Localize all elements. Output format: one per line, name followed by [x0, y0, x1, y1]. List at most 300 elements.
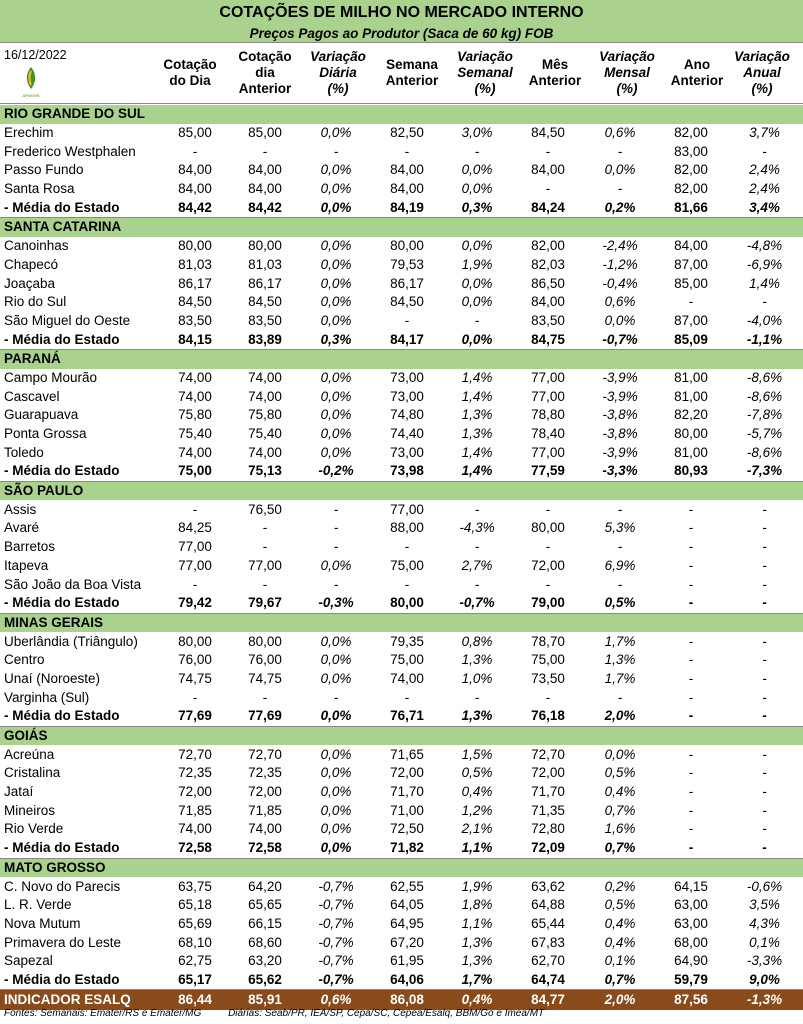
cell-value: 71,70	[531, 784, 565, 800]
cell-value: 0,0%	[461, 181, 493, 197]
cell-value: -7,3%	[726, 462, 803, 481]
cell-value: -8,6%	[746, 369, 783, 385]
column-header-line: Diária	[319, 65, 357, 80]
cell-value: -	[617, 539, 623, 555]
cell-value: -	[762, 784, 767, 800]
cell-value: 2,0%	[584, 707, 656, 726]
table-row	[0, 274, 803, 293]
cell-value: -0,7%	[318, 934, 354, 950]
row-label: Santa Rosa	[4, 181, 75, 197]
cell-value: 79,35	[390, 633, 424, 649]
table-row	[0, 256, 803, 275]
column-header-7	[589, 49, 665, 97]
cell-value: -	[192, 576, 198, 592]
state-average-row	[0, 198, 803, 217]
cell-value: -	[404, 143, 410, 159]
cell-value: 72,70	[248, 746, 282, 762]
cell-value: 4,3%	[749, 915, 780, 931]
cell-value: 9,0%	[726, 971, 803, 990]
cell-value: -	[192, 501, 198, 517]
cell-value: -7,8%	[746, 407, 783, 423]
cell-value: 82,20	[674, 407, 708, 423]
table-row	[0, 500, 803, 519]
cell-value: 75,00	[160, 462, 230, 481]
cell-value: 64,06	[372, 971, 442, 990]
cell-value: 86,17	[178, 275, 212, 291]
cell-value: -	[474, 576, 480, 592]
cell-value: 78,40	[531, 426, 565, 442]
cell-value: -	[762, 821, 767, 837]
cell-value: 61,95	[390, 953, 424, 969]
row-label: Guarapuava	[4, 407, 79, 423]
cell-value: -	[617, 143, 623, 159]
state-header-row	[0, 105, 803, 124]
cell-value: -3,9%	[602, 388, 638, 404]
cell-value: -	[762, 501, 767, 517]
cell-value: -	[688, 746, 694, 762]
cell-value: -	[333, 143, 339, 159]
cell-value: 1,9%	[461, 256, 493, 272]
cell-value: 77,69	[160, 707, 230, 726]
cell-value: 0,5%	[584, 594, 656, 613]
cell-value: -	[688, 689, 694, 705]
column-header-6	[517, 57, 593, 89]
cell-value: 83,50	[531, 312, 565, 328]
table-row	[0, 745, 803, 764]
cell-value: 71,65	[390, 746, 424, 762]
cell-value: 86,17	[390, 275, 424, 291]
cell-value: 72,00	[531, 765, 565, 781]
state-name: RIO GRANDE DO SUL	[0, 105, 803, 124]
cell-value: -	[545, 501, 551, 517]
cell-value: 0,0%	[320, 181, 352, 197]
cell-value: 0,0%	[320, 125, 352, 141]
cell-value: 0,0%	[320, 256, 352, 272]
table-row	[0, 764, 803, 783]
cell-value: 0,0%	[320, 238, 352, 254]
row-label: Assis	[4, 501, 37, 517]
cell-value: -	[333, 520, 339, 536]
cell-value: -	[762, 802, 767, 818]
cell-value: 1,3%	[461, 426, 493, 442]
table-row	[0, 293, 803, 312]
cell-value: -0,3%	[300, 594, 372, 613]
cell-value: 0,0%	[320, 557, 352, 573]
cell-value: 74,00	[390, 670, 424, 686]
cell-value: -	[688, 652, 694, 668]
cell-value: -	[762, 652, 767, 668]
row-label: Sapezal	[4, 953, 53, 969]
cell-value: -0,7%	[318, 897, 354, 913]
logo-text: AFNEWS	[22, 93, 40, 98]
cell-value: 84,00	[248, 181, 282, 197]
cell-value: 0,0%	[320, 426, 352, 442]
cell-value: 2,0%	[584, 990, 656, 1011]
cell-value: 75,80	[248, 407, 282, 423]
cell-value: 76,00	[178, 652, 212, 668]
cell-value: 87,56	[656, 990, 726, 1011]
table-row	[0, 801, 803, 820]
cell-value: 68,00	[674, 934, 708, 950]
cell-value: -	[726, 707, 803, 726]
cell-value: 1,4%	[461, 369, 493, 385]
cell-value: 82,00	[674, 181, 708, 197]
cell-value: -	[617, 689, 623, 705]
row-label: Passo Fundo	[4, 162, 84, 178]
state-average-row	[0, 594, 803, 613]
cell-value: 82,00	[674, 162, 708, 178]
cell-value: -	[688, 557, 694, 573]
cell-value: -	[688, 802, 694, 818]
cell-value: 74,00	[178, 388, 212, 404]
cell-value: 84,17	[372, 330, 442, 349]
column-header-line: Anterior	[238, 81, 292, 96]
cell-value: 0,0%	[300, 839, 372, 858]
cell-value: 87,00	[674, 312, 708, 328]
cell-value: 83,50	[248, 312, 282, 328]
cell-value: 63,62	[531, 878, 565, 894]
cell-value: 64,88	[531, 897, 565, 913]
cell-value: 84,00	[178, 181, 212, 197]
cell-value: 82,50	[390, 125, 424, 141]
cell-value: 77,00	[248, 557, 282, 573]
cell-value: 80,00	[674, 426, 708, 442]
cell-value: -3,3%	[746, 953, 783, 969]
cell-value: -0,7%	[300, 971, 372, 990]
state-header-row	[0, 218, 803, 237]
cell-value: 0,8%	[461, 633, 493, 649]
cell-value: 0,7%	[604, 802, 636, 818]
cell-value: -0,7%	[584, 330, 656, 349]
cell-value: -	[545, 689, 551, 705]
row-label: Canoinhas	[4, 238, 69, 254]
cell-value: -1,1%	[726, 330, 803, 349]
cell-value: -	[333, 539, 339, 555]
cell-value: 0,3%	[300, 330, 372, 349]
cell-value: 0,0%	[320, 652, 352, 668]
state-header-row	[0, 613, 803, 632]
cell-value: 86,50	[531, 275, 565, 291]
cell-value: 80,00	[372, 594, 442, 613]
cell-value: 85,00	[674, 275, 708, 291]
cell-value: -0,4%	[602, 275, 638, 291]
cell-value: 62,75	[178, 953, 212, 969]
cell-value: -	[262, 689, 268, 705]
cell-value: -3,9%	[602, 369, 638, 385]
cell-value: 1,0%	[461, 670, 493, 686]
table-row	[0, 877, 803, 896]
state-name: SANTA CATARINA	[0, 218, 803, 237]
column-header-line: Cotação	[238, 49, 292, 64]
table-row	[0, 933, 803, 952]
cell-value: 3,4%	[726, 198, 803, 217]
cell-value: 71,85	[178, 802, 212, 818]
cell-value: 84,42	[160, 198, 230, 217]
row-label: - Média do Estado	[0, 462, 160, 481]
cell-value: -	[545, 143, 551, 159]
cell-value: 0,2%	[604, 878, 636, 894]
cell-value: -	[617, 181, 623, 197]
cell-value: 84,00	[390, 162, 424, 178]
cell-value: 71,70	[390, 784, 424, 800]
row-label: Unaí (Noroeste)	[4, 670, 101, 686]
cell-value: 81,03	[248, 256, 282, 272]
cell-value: -	[688, 539, 694, 555]
row-label: INDICADOR ESALQ	[0, 990, 160, 1011]
row-label: - Média do Estado	[0, 971, 160, 990]
table-row	[0, 161, 803, 180]
corn-logo-icon	[20, 65, 42, 99]
cell-value: -	[404, 576, 410, 592]
row-label: - Média do Estado	[0, 330, 160, 349]
state-name: MATO GROSSO	[0, 858, 803, 877]
cell-value: 80,00	[390, 238, 424, 254]
cell-value: -5,7%	[746, 426, 783, 442]
cell-value: 72,70	[531, 746, 565, 762]
cell-value: 63,20	[248, 953, 282, 969]
cell-value: -3,3%	[584, 462, 656, 481]
cell-value: -2,4%	[602, 238, 638, 254]
cell-value: 0,0%	[320, 633, 352, 649]
cell-value: 86,17	[248, 275, 282, 291]
cell-value: 0,5%	[604, 897, 636, 913]
row-label: Mineiros	[4, 802, 56, 818]
column-header-line: (%)	[616, 81, 638, 96]
cell-value: -1,2%	[602, 256, 638, 272]
quotation-table	[0, 104, 803, 1010]
cell-value: 1,4%	[461, 444, 493, 460]
cell-value: 0,0%	[320, 312, 352, 328]
cell-value: 75,80	[178, 407, 212, 423]
cell-value: 84,25	[178, 520, 212, 536]
table-row	[0, 425, 803, 444]
cell-value: -	[762, 633, 767, 649]
cell-value: 0,0%	[300, 198, 372, 217]
cell-value: 65,44	[531, 915, 565, 931]
cell-value: 81,00	[674, 388, 708, 404]
cell-value: 84,00	[390, 181, 424, 197]
cell-value: 84,00	[674, 238, 708, 254]
cell-value: 82,00	[674, 125, 708, 141]
cell-value: -	[262, 576, 268, 592]
cell-value: -	[262, 520, 268, 536]
cell-value: 0,0%	[320, 784, 352, 800]
state-average-row	[0, 839, 803, 858]
state-name: MINAS GERAIS	[0, 613, 803, 632]
cell-value: 65,69	[178, 915, 212, 931]
cell-value: 1,1%	[461, 915, 493, 931]
cell-value: 84,50	[390, 294, 424, 310]
row-label: Toledo	[4, 444, 44, 460]
cell-value: 62,55	[390, 878, 424, 894]
cell-value: -4,0%	[746, 312, 783, 328]
cell-value: -8,6%	[746, 444, 783, 460]
cell-value: 83,50	[178, 312, 212, 328]
state-average-row	[0, 330, 803, 349]
cell-value: -0,7%	[442, 594, 512, 613]
table-row	[0, 783, 803, 802]
cell-value: 74,00	[248, 369, 282, 385]
cell-value: 6,9%	[604, 557, 636, 573]
cell-value: 87,00	[674, 256, 708, 272]
row-label: Varginha (Sul)	[4, 689, 90, 705]
cell-value: -	[404, 689, 410, 705]
cell-value: 1,3%	[442, 707, 512, 726]
column-header-2	[227, 49, 303, 97]
cell-value: -	[333, 576, 339, 592]
cell-value: -	[688, 294, 694, 310]
cell-value: 1,3%	[461, 953, 493, 969]
cell-value: -	[474, 501, 480, 517]
row-label: São João da Boa Vista	[4, 576, 142, 592]
cell-value: 84,77	[512, 990, 584, 1011]
cell-value: 1,4%	[749, 275, 780, 291]
cell-value: -	[474, 312, 480, 328]
cell-value: 2,4%	[749, 181, 780, 197]
row-label: Campo Mourão	[4, 369, 98, 385]
cell-value: 65,65	[248, 897, 282, 913]
cell-value: 65,62	[230, 971, 300, 990]
cell-value: 0,4%	[604, 784, 636, 800]
sheet-subtitle: Preços Pagos ao Produtor (Saca de 60 kg) FOB	[0, 26, 803, 42]
table-row	[0, 688, 803, 707]
cell-value: 72,50	[390, 821, 424, 837]
cell-value: -	[192, 689, 198, 705]
cell-value: -	[474, 143, 480, 159]
cell-value: 72,35	[178, 765, 212, 781]
cell-value: -	[726, 839, 803, 858]
cell-value: 0,7%	[584, 971, 656, 990]
cell-value: 80,00	[178, 633, 212, 649]
cell-value: 81,03	[178, 256, 212, 272]
state-header-row	[0, 349, 803, 368]
cell-value: 1,7%	[604, 633, 636, 649]
cell-value: 78,80	[531, 407, 565, 423]
cell-value: 3,0%	[461, 125, 493, 141]
cell-value: 76,71	[372, 707, 442, 726]
column-header-line: Variação	[734, 49, 790, 64]
cell-value: 74,00	[178, 444, 212, 460]
state-header-row	[0, 481, 803, 500]
cell-value: 0,3%	[442, 198, 512, 217]
column-header-4	[374, 57, 450, 89]
cell-value: 3,7%	[749, 125, 780, 141]
cell-value: 0,0%	[320, 369, 352, 385]
cell-value: 1,8%	[461, 897, 493, 913]
cell-value: 84,50	[531, 125, 565, 141]
cell-value: 64,20	[248, 878, 282, 894]
cell-value: 0,4%	[461, 784, 493, 800]
table-row	[0, 670, 803, 689]
row-label: Nova Mutum	[4, 915, 81, 931]
cell-value: 72,70	[178, 746, 212, 762]
row-label: Avaré	[4, 520, 40, 536]
column-header-band	[0, 42, 803, 104]
cell-value: 88,00	[390, 520, 424, 536]
cell-value: 72,35	[248, 765, 282, 781]
cell-value: 0,0%	[320, 162, 352, 178]
state-average-row	[0, 971, 803, 990]
cell-value: 1,9%	[461, 878, 493, 894]
cell-value: 74,75	[248, 670, 282, 686]
table-row	[0, 237, 803, 256]
cell-value: 74,00	[248, 821, 282, 837]
sources-footer	[4, 1008, 568, 1019]
table-row	[0, 387, 803, 406]
state-name: PARANÁ	[0, 349, 803, 368]
cell-value: 75,40	[248, 426, 282, 442]
cell-value: 84,50	[248, 294, 282, 310]
column-header-line: (%)	[327, 81, 349, 96]
cell-value: -3,8%	[602, 407, 638, 423]
column-header-1	[152, 57, 228, 89]
cell-value: 76,50	[248, 501, 282, 517]
cell-value: 79,53	[390, 256, 424, 272]
cell-value: 73,50	[531, 670, 565, 686]
cell-value: 0,5%	[604, 765, 636, 781]
cell-value: -	[762, 143, 767, 159]
cell-value: 0,0%	[320, 802, 352, 818]
cell-value: 86,08	[372, 990, 442, 1011]
row-label: Primavera do Leste	[4, 934, 122, 950]
cell-value: -	[262, 143, 268, 159]
cell-value: 81,00	[674, 369, 708, 385]
cell-value: -	[762, 520, 767, 536]
row-label: Itapeva	[4, 557, 49, 573]
cell-value: 0,0%	[442, 330, 512, 349]
cell-value: 0,1%	[604, 953, 636, 969]
cell-value: -	[545, 576, 551, 592]
cell-value: -	[192, 143, 198, 159]
cell-value: 1,3%	[461, 652, 493, 668]
cell-value: 65,18	[178, 897, 212, 913]
cell-value: 0,0%	[320, 821, 352, 837]
column-header-line: Semana	[386, 57, 438, 72]
cell-value: 74,80	[390, 407, 424, 423]
cell-value: -	[688, 633, 694, 649]
cell-value: 75,00	[390, 557, 424, 573]
cell-value: 79,67	[230, 594, 300, 613]
cell-value: -	[688, 670, 694, 686]
column-header-line: Variação	[310, 49, 366, 64]
cell-value: 0,0%	[320, 444, 352, 460]
cell-value: 80,00	[178, 238, 212, 254]
cell-value: -8,6%	[746, 388, 783, 404]
row-label: C. Novo do Parecis	[4, 878, 121, 894]
cell-value: 0,0%	[320, 746, 352, 762]
cell-value: 0,0%	[604, 312, 636, 328]
cell-value: -	[762, 294, 767, 310]
footer-weekly-sources: Fontes: Semanais: Emater/RS e Emater/MG	[4, 1008, 202, 1019]
cell-value: 85,00	[178, 125, 212, 141]
cell-value: 83,89	[230, 330, 300, 349]
cell-value: 81,00	[674, 444, 708, 460]
cell-value: 64,05	[390, 897, 424, 913]
cell-value: 72,00	[248, 784, 282, 800]
cell-value: 79,42	[160, 594, 230, 613]
sheet-title: COTAÇÕES DE MILHO NO MERCADO INTERNO	[0, 0, 803, 26]
cell-value: 84,00	[531, 162, 565, 178]
cell-value: 2,7%	[461, 557, 493, 573]
cell-value: 0,0%	[461, 238, 493, 254]
cell-value: -	[656, 707, 726, 726]
cell-value: -	[688, 784, 694, 800]
column-header-line: Mensal	[604, 65, 650, 80]
cell-value: 75,13	[230, 462, 300, 481]
state-average-row	[0, 462, 803, 481]
column-header-9	[724, 49, 800, 97]
cell-value: 84,42	[230, 198, 300, 217]
